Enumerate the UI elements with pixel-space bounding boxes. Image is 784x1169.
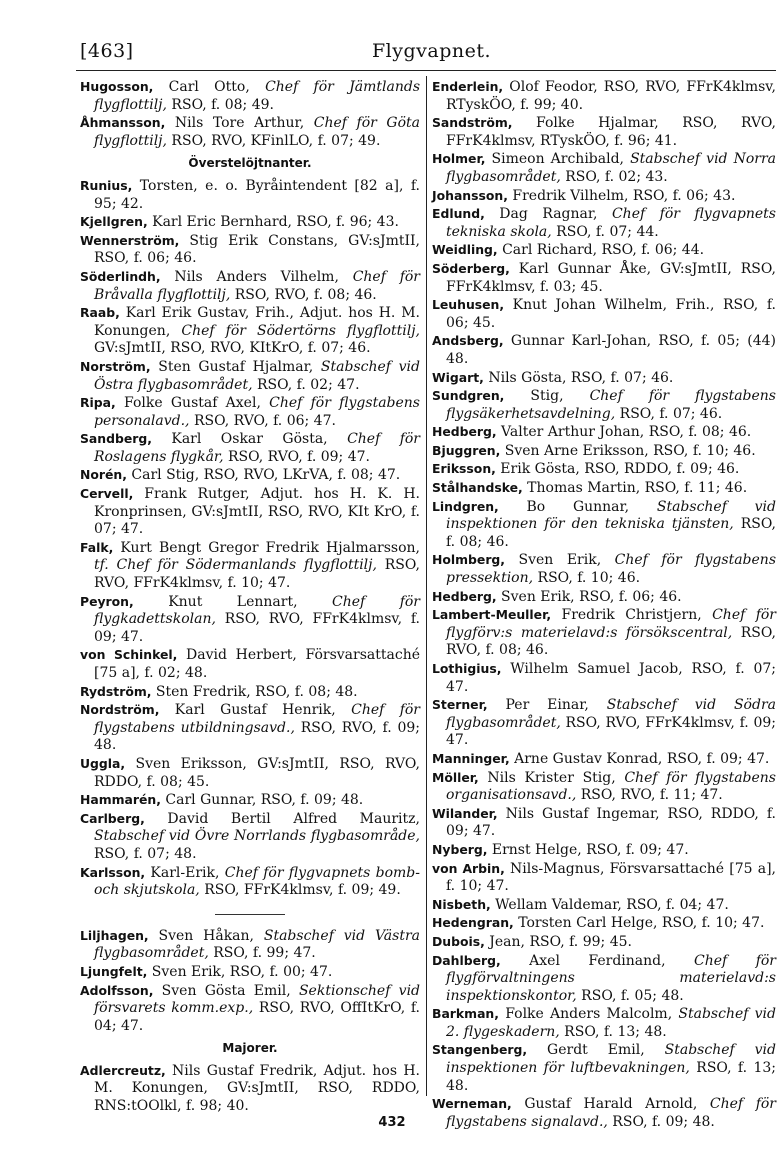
entry-details-suffix: RSO, f. 10; 46. — [533, 570, 641, 587]
page-title: Flygvapnet. — [372, 40, 492, 62]
roster-entry — [432, 187, 776, 206]
entry-details: Fredrik Vilhelm, RSO, f. 06; 43. — [507, 187, 736, 204]
entry-name: Karlsson, — [80, 864, 146, 880]
roster-entry — [432, 860, 776, 896]
entry-details: Karl Erik Gustav, Frih., Adjut. hos H. M. Konungen, — [94, 305, 420, 339]
entry-details: Karl Gustaf Henrik, — [159, 702, 352, 719]
entry-name: Wennerström, — [80, 232, 180, 248]
entry-details: Karl-Erik, — [145, 864, 225, 881]
entry-name: Wigart, — [432, 369, 484, 385]
entry-details-suffix: RSO, f. 05; 48. — [576, 987, 684, 1004]
entry-name: Sandström, — [432, 115, 513, 131]
roster-entry — [432, 205, 776, 241]
entry-name: Nisbeth, — [432, 896, 491, 912]
entry-details: Knut Lennart, — [133, 593, 333, 610]
roster-entry — [432, 260, 776, 296]
roster-entry — [432, 588, 776, 607]
entry-name: Norén, — [80, 467, 127, 483]
entry-details: Nils Anders Vilhelm, — [160, 268, 353, 285]
roster-entry — [80, 268, 420, 304]
entry-details: Jean, RSO, f. 99; 45. — [484, 933, 632, 950]
entry-name: Rydström, — [80, 683, 152, 699]
roster-entry — [80, 304, 420, 358]
roster-entry — [432, 460, 776, 479]
entry-details: Wilhelm Samuel Jacob, RSO, f. 07; 47. — [446, 661, 776, 695]
entry-details: Axel Ferdinand, — [500, 952, 695, 969]
roster-entry — [432, 479, 776, 498]
left-group-1 — [80, 78, 420, 150]
roster-entry — [432, 914, 776, 933]
entry-details: Gustaf Harald Arnold, — [511, 1096, 710, 1113]
roster-entry — [432, 114, 776, 150]
left-column — [80, 78, 420, 1116]
entry-details: Gunnar Karl-Johan, RSO, f. 05; (44) 48. — [446, 333, 776, 367]
roster-entry — [80, 593, 420, 647]
left-group-2 — [80, 177, 420, 900]
entry-position: Chef för flygstabens personalavd., — [94, 395, 420, 429]
entry-details: Nils Krister Stig, — [478, 769, 625, 786]
entry-details: Olof Feodor, RSO, RVO, FFrK4klmsv, RTyskÖO, f. 99; 40. — [446, 79, 776, 113]
entry-name: Lindgren, — [432, 498, 499, 514]
entry-position: Chef för flygvapnets bomb- och skjutskola, — [94, 864, 420, 899]
entry-name: von Schinkel, — [80, 647, 178, 663]
entry-position: Chef för flygförv:s materielavd:s försökscentral, — [446, 607, 776, 641]
roster-entry — [432, 369, 776, 388]
roster-entry — [432, 933, 776, 952]
entry-position: Chef för flygstabens flygsäkerhetsavdelning, — [446, 388, 776, 422]
entry-name: Bjuggren, — [432, 442, 501, 458]
roster-entry — [80, 963, 420, 982]
entry-name: Hedberg, — [432, 588, 497, 604]
entry-details: Simeon Archibald, — [485, 151, 631, 168]
entry-details: Sten Gustaf Hjalmar, — [150, 358, 321, 375]
entry-details: Knut Johan Wilhelm, Frih., RSO, f. 06; 45. — [446, 297, 776, 331]
entry-details: Torsten Carl Helge, RSO, f. 10; 47. — [513, 915, 765, 932]
entry-position: Chef för flygstabens utbildningsavd., — [94, 702, 420, 736]
roster-entry — [80, 430, 420, 466]
entry-details: Gerdt Emil, — [527, 1042, 665, 1059]
roster-entry — [80, 810, 420, 864]
entry-name: Norström, — [80, 358, 151, 374]
entry-details: David Herbert, Försvarsattaché [75 a], f. 02; 48. — [94, 647, 420, 681]
right-entries — [432, 78, 776, 1131]
entry-details: Nils Gustaf Fredrik, Adjut. hos H. M. Konungen, GV:sJmtII, RSO, RDDO, RNS:tOOlkl, f. 98; 40. — [94, 1062, 420, 1115]
entry-name: Hedengran, — [432, 915, 514, 931]
entry-details-suffix: RSO, f. 07; 44. — [551, 223, 659, 240]
entry-details-suffix: RSO, RVO, f. 09; 48. — [94, 719, 420, 754]
entry-position: Chef för flygstabens signalavd., — [446, 1096, 776, 1130]
roster-entry — [80, 646, 420, 682]
entry-details: Carl Otto, — [153, 79, 266, 95]
entry-name: Hammarén, — [80, 792, 161, 808]
entry-name: Edlund, — [432, 206, 485, 222]
roster-entry — [80, 701, 420, 755]
entry-name: Cervell, — [80, 486, 134, 502]
entry-name: Dubois, — [432, 933, 485, 949]
roster-entry — [432, 660, 776, 696]
entry-details: Dag Ragnar, — [484, 206, 612, 223]
roster-entry — [80, 213, 420, 232]
entry-name: Adolfsson, — [80, 982, 154, 998]
entry-position: Chef för flygförvaltningens materielavd:s inspektionskontor, — [446, 952, 776, 1004]
entry-details: Nils Tore Arthur, — [165, 115, 314, 132]
entry-details: Nils-Magnus, Försvarsattaché [75 a], f. 10; 47. — [446, 860, 776, 895]
entry-details: Folke Gustaf Axel, — [115, 395, 270, 412]
entry-position: Stabschef vid Västra flygbasområdet, — [94, 927, 420, 962]
entry-name: Holmer, — [432, 151, 486, 167]
roster-entry — [80, 485, 420, 539]
roster-entry — [432, 696, 776, 750]
entry-details: Valter Arthur Johan, RSO, f. 08; 46. — [496, 424, 752, 441]
entry-position: Stabschef vid Norra flygbasområdet, — [446, 151, 776, 185]
entry-details-suffix: RSO, RVO, f. 06; 47. — [189, 412, 336, 429]
entry-details: Sven Gösta Emil, — [153, 982, 299, 999]
entry-name: Sandberg, — [80, 431, 152, 447]
entry-details-suffix: RSO, RVO, FFrK4klmsv, f. 10; 47. — [94, 557, 420, 592]
entry-name: Ljungfelt, — [80, 963, 148, 979]
entry-name: Söderberg, — [432, 260, 510, 276]
entry-name: Runius, — [80, 177, 133, 193]
entry-details: Nils Gösta, RSO, f. 07; 46. — [483, 369, 674, 386]
entry-name: Sterner, — [432, 697, 488, 713]
entry-details-suffix: RSO, f. 07; 46. — [615, 405, 723, 422]
entry-details: Fredrik Christjern, — [551, 607, 713, 624]
entry-name: Andsberg, — [432, 333, 504, 349]
entry-details-suffix: RSO, f. 02; 47. — [252, 376, 360, 393]
entry-details-suffix: RSO, f. 08; 49. — [166, 96, 274, 113]
entry-position: Stabschef vid inspektionen för luftbevakningen, — [446, 1042, 776, 1077]
entry-name: Adlercreutz, — [80, 1062, 166, 1078]
entry-details-suffix: RSO, RVO, f. 08; 46. — [446, 624, 776, 659]
entry-name: Manninger, — [432, 750, 510, 766]
roster-entry — [432, 1005, 776, 1041]
roster-entry — [80, 394, 420, 430]
entry-name: von Arbin, — [432, 860, 505, 876]
entry-name: Nordström, — [80, 702, 160, 718]
roster-entry — [432, 387, 776, 423]
entry-position: Sektionschef vid försvarets komm.exp., — [94, 982, 421, 1017]
entry-name: Enderlein, — [432, 79, 504, 94]
entry-details: Erik Gösta, RSO, RDDO, f. 09; 46. — [495, 461, 740, 478]
roster-entry — [432, 769, 776, 805]
entry-details-suffix: RSO, RVO, FFrK4klmsv, f. 09; 47. — [94, 611, 420, 645]
roster-entry — [80, 466, 420, 485]
entry-name: Möller, — [432, 769, 479, 785]
roster-entry — [432, 241, 776, 260]
page-reference: [463] — [80, 40, 134, 62]
entry-details: Carl Stig, RSO, RVO, LKrVA, f. 08; 47. — [126, 467, 401, 484]
entry-details: Sven Håkan, — [148, 927, 264, 944]
entry-name: Lambert-Meuller, — [432, 607, 552, 623]
entry-details-suffix: RSO, FFrK4klmsv, f. 09; 49. — [199, 882, 401, 899]
entry-name: Raab, — [80, 305, 120, 321]
entry-name: Holmberg, — [432, 552, 506, 568]
roster-entry — [432, 896, 776, 915]
entry-name: Söderlindh, — [80, 268, 161, 284]
roster-entry — [432, 150, 776, 186]
entry-details: Karl Oskar Gösta, — [151, 431, 348, 448]
entry-name: Dahlberg, — [432, 952, 501, 968]
section-heading-overstelojtnanter: Överstelöjtnanter. — [188, 156, 312, 171]
entry-name: Falk, — [80, 539, 114, 555]
entry-position: Chef för flygkadettskolan, — [94, 593, 420, 628]
roster-entry — [80, 927, 420, 963]
entry-details-suffix: RSO, RVO, f. 08; 46. — [230, 286, 377, 303]
roster-entry — [432, 1041, 776, 1095]
header-rule — [76, 70, 776, 71]
entry-details-suffix: RSO, f. 09; 48. — [607, 1113, 715, 1130]
entry-position: Stabschef vid Södra flygbasområdet, — [446, 697, 776, 731]
entry-details: Nils Gustaf Ingemar, RSO, RDDO, f. 09; 47. — [446, 805, 776, 840]
entry-details-suffix: RSO, RVO, f. 09; 47. — [223, 448, 370, 465]
section-heading-majorer: Majorer. — [222, 1041, 278, 1056]
page-number: 432 — [378, 1115, 406, 1130]
entry-name: Nyberg, — [432, 841, 488, 857]
entry-name: Ripa, — [80, 395, 116, 411]
entry-name: Liljhagen, — [80, 927, 149, 943]
entry-details: Carl Richard, RSO, f. 06; 44. — [497, 242, 705, 259]
entry-name: Hugosson, — [80, 79, 154, 94]
roster-entry — [80, 114, 420, 150]
entry-details: Thomas Martin, RSO, f. 11; 46. — [522, 480, 748, 497]
entry-details: Folke Hjalmar, RSO, RVO, FFrK4klmsv, RTyskÖO, f. 96; 41. — [446, 115, 776, 149]
roster-entry — [80, 683, 420, 702]
entry-details-suffix: RSO, RVO, KFinlLO, f. 07; 49. — [166, 132, 381, 149]
entry-name: Hedberg, — [432, 424, 497, 440]
entry-position: Stabschef vid Östra flygbasområdet, — [94, 358, 420, 393]
entry-name: Wilander, — [432, 805, 498, 821]
entry-details-suffix: GV:sJmtII, RSO, RVO, KItKrO, f. 07; 46. — [94, 340, 371, 357]
entry-name: Leuhusen, — [432, 297, 505, 313]
entry-position: Chef för flygstabens organisationsavd., — [446, 769, 776, 804]
entry-details-suffix: RSO, f. 07; 48. — [94, 845, 197, 862]
roster-entry — [80, 1062, 420, 1116]
roster-entry — [432, 952, 776, 1006]
entry-details: Sven Eriksson, GV:sJmtII, RSO, RVO, RDDO, f. 08; 45. — [94, 755, 420, 790]
entry-details: Sven Erik, RSO, f. 06; 46. — [496, 588, 682, 605]
entry-details: Folke Anders Malcolm, — [498, 1006, 679, 1023]
entry-position: Chef för Roslagens flygkår, — [94, 431, 420, 465]
entry-details: Per Einar, — [487, 697, 607, 714]
entry-name: Johansson, — [432, 187, 508, 203]
entry-position: Chef för Bråvalla flygflottilj, — [94, 268, 420, 303]
entry-details: Torsten, e. o. Byråintendent [82 a], f. 95; 42. — [94, 177, 420, 212]
roster-entry — [80, 358, 420, 394]
left-group-3 — [80, 927, 420, 1036]
entry-details-suffix: RSO, f. 99; 47. — [208, 945, 316, 962]
roster-entry — [80, 177, 420, 213]
right-column — [432, 78, 776, 1131]
entry-name: Sundgren, — [432, 388, 505, 404]
separator-rule — [215, 914, 285, 915]
roster-entry — [432, 423, 776, 442]
entry-position: tf. Chef för Södermanlands flygflottilj, — [94, 557, 377, 574]
entry-details: Stig, — [504, 388, 590, 405]
roster-entry — [432, 805, 776, 841]
entry-name: Weidling, — [432, 242, 498, 258]
entry-name: Stålhandske, — [432, 480, 523, 496]
roster-entry — [432, 551, 776, 587]
entry-details-suffix: RSO, f. 13; 48. — [559, 1023, 667, 1040]
entry-details: Frank Rutger, Adjut. hos H. K. H. Kronprinsen, GV:sJmtII, RSO, RVO, KIt KrO, f. 07; 47. — [94, 486, 420, 538]
entry-details-suffix: RSO, f. 08; 46. — [446, 516, 776, 550]
entry-name: Stangenberg, — [432, 1042, 528, 1058]
entry-details: Wellam Valdemar, RSO, f. 04; 47. — [490, 896, 729, 913]
page-header — [80, 40, 776, 66]
entry-position: Chef för flygstabens pressektion, — [446, 552, 776, 587]
entry-position: Chef för Göta flygflottilj, — [94, 115, 420, 149]
entry-name: Lothigius, — [432, 661, 502, 676]
entry-details-suffix: RSO, RVO, FFrK4klmsv, f. 09; 47. — [446, 714, 776, 749]
entry-position: Stabschef vid inspektionen för den tekniska tjänsten, — [446, 498, 776, 533]
entry-name: Carlberg, — [80, 810, 145, 826]
entry-details: Ernst Helge, RSO, f. 09; 47. — [487, 841, 689, 858]
entry-position: Chef för flygvapnets tekniska skola, — [446, 206, 776, 240]
entry-details: Sten Fredrik, RSO, f. 08; 48. — [151, 683, 358, 700]
entry-name: Eriksson, — [432, 461, 496, 477]
column-divider — [426, 76, 427, 1096]
entry-details-suffix: RSO, f. 13; 48. — [446, 1060, 776, 1094]
roster-entry — [80, 982, 420, 1036]
entry-details: Stig Erik Constans, GV:sJmtII, RSO, f. 06; 46. — [94, 232, 420, 267]
roster-entry — [432, 841, 776, 860]
roster-entry — [80, 539, 420, 593]
entry-details-suffix: RSO, RVO, f. 11; 47. — [576, 787, 723, 804]
roster-entry — [432, 332, 776, 368]
entry-details: Arne Gustav Konrad, RSO, f. 09; 47. — [509, 750, 770, 767]
roster-entry — [80, 791, 420, 810]
entry-details-suffix: RSO, RVO, OffItKrO, f. 04; 47. — [94, 1000, 421, 1034]
roster-entry — [80, 232, 420, 268]
roster-entry — [432, 750, 776, 769]
entry-name: Uggla, — [80, 755, 126, 771]
entry-name: Werneman, — [432, 1096, 512, 1112]
entry-name: Peyron, — [80, 593, 134, 609]
entry-details: Karl Eric Bernhard, RSO, f. 96; 43. — [147, 214, 399, 231]
entry-details: Kurt Bengt Gregor Fredrik Hjalmarsson, — [113, 539, 420, 556]
entry-details: Bo Gunnar, — [498, 498, 657, 515]
roster-entry — [80, 864, 420, 900]
entry-position: Chef för Jämtlands flygflottilj, — [94, 79, 420, 113]
roster-entry — [80, 755, 420, 791]
roster-entry — [432, 78, 776, 114]
entry-details: Sven Arne Eriksson, RSO, f. 10; 46. — [500, 442, 756, 459]
entry-details: Sven Erik, — [505, 552, 615, 569]
entry-name: Barkman, — [432, 1006, 499, 1022]
left-group-4 — [80, 1062, 420, 1116]
entry-details: David Bertil Alfred Mauritz, — [144, 810, 420, 827]
entry-name: Åhmansson, — [80, 115, 166, 131]
roster-entry — [432, 498, 776, 552]
entry-position: Stabschef vid Övre Norrlands flygbasområde, — [94, 828, 420, 845]
roster-entry — [80, 78, 420, 114]
entry-name: Kjellgren, — [80, 214, 148, 230]
entry-position: Stabschef vid 2. flygeskadern, — [446, 1006, 776, 1040]
roster-entry — [432, 296, 776, 332]
entry-details: Carl Gunnar, RSO, f. 09; 48. — [160, 792, 364, 809]
entry-details: Sven Erik, RSO, f. 00; 47. — [147, 963, 333, 980]
entry-position: Chef för Södertörns flygflottilj, — [181, 322, 420, 339]
roster-entry — [432, 606, 776, 660]
entry-details: Karl Gunnar Åke, GV:sJmtII, RSO, FFrK4klmsv, f. 03; 45. — [446, 260, 776, 295]
entry-details-suffix: RSO, f. 02; 43. — [560, 168, 668, 185]
roster-entry — [432, 442, 776, 461]
